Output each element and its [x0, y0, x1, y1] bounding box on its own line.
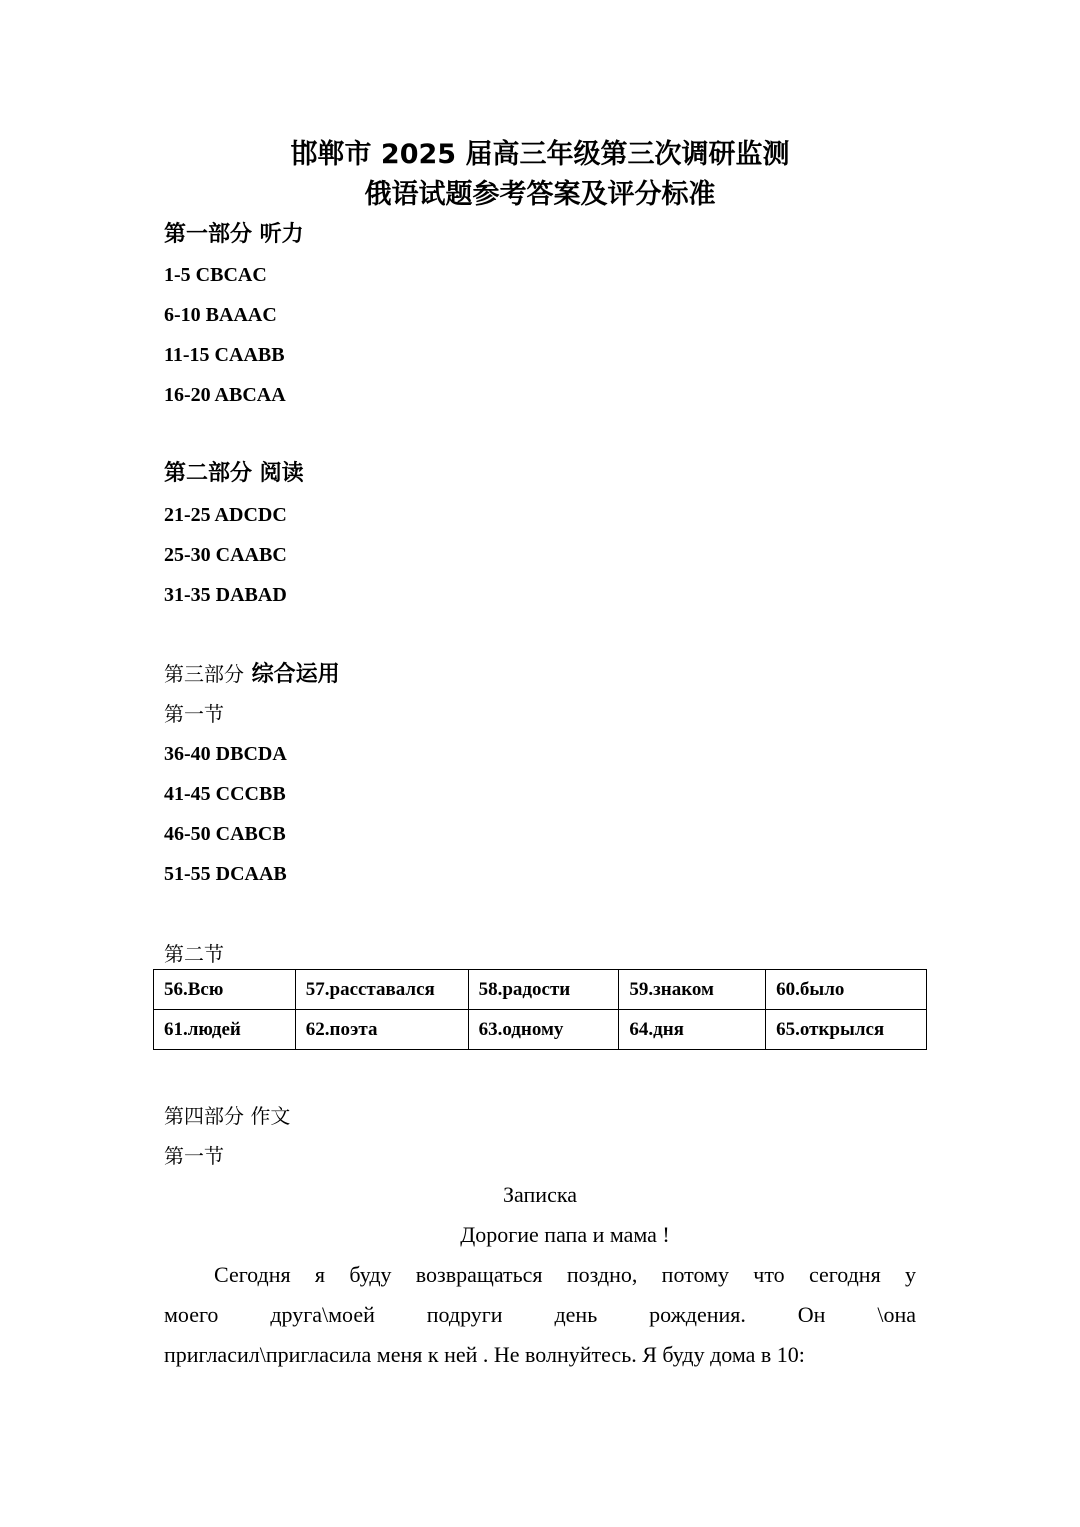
- table-cell: 61.людей: [154, 1010, 296, 1050]
- answer-line: 21-25 ADCDC: [164, 504, 287, 526]
- table-cell: 58.радости: [468, 970, 619, 1010]
- table-cell: 62.поэта: [295, 1010, 468, 1050]
- answer-line: 36-40 DBCDA: [164, 743, 287, 765]
- table-cell: 64.дня: [619, 1010, 766, 1050]
- table-row: [154, 1010, 927, 1050]
- table-cell: 65.открылся: [766, 1010, 927, 1050]
- table-cell: 57.расставался: [295, 970, 468, 1010]
- answer-line: 25-30 CAABC: [164, 544, 287, 566]
- fill-in-answer-table: [153, 969, 927, 1050]
- table-cell: 60.было: [766, 970, 927, 1010]
- part3-heading-prefix: 第三部分: [164, 662, 244, 686]
- answer-line: 46-50 CABCB: [164, 823, 286, 845]
- table-row: [154, 970, 927, 1010]
- essay-line: пригласил\пригласила меня к ней . Не волнуйтесь. Я буду дома в 10:: [164, 1342, 805, 1367]
- table-cell: 56.Всю: [154, 970, 296, 1010]
- document-title-line-1: 邯郸市 2025 届高三年级第三次调研监测: [290, 139, 790, 170]
- answer-line: 41-45 CCCBB: [164, 783, 286, 805]
- answer-line: 1-5 CBCAC: [164, 264, 267, 286]
- part1-heading: 第一部分 听力: [164, 222, 304, 247]
- answer-line: 51-55 DCAAB: [164, 863, 287, 885]
- table-cell: 59.знаком: [619, 970, 766, 1010]
- part4-heading: 第四部分 作文: [164, 1104, 291, 1128]
- table-cell: 63.одному: [468, 1010, 619, 1050]
- essay-greeting: Дорогие папа и мама !: [460, 1222, 670, 1247]
- part3-section2-label: 第二节: [164, 942, 224, 966]
- answer-line: 31-35 DABAD: [164, 584, 287, 606]
- answer-line: 16-20 ABCAA: [164, 384, 286, 406]
- part3-heading: [164, 659, 340, 690]
- answer-line: 6-10 BAAAC: [164, 304, 277, 326]
- essay-title: Записка: [503, 1182, 577, 1207]
- part4-section1-label: 第一节: [164, 1144, 224, 1168]
- essay-line: Сегодня я буду возвращаться поздно, потому что сегодня у: [214, 1262, 916, 1287]
- part3-heading-main: 综合运用: [251, 662, 340, 687]
- part2-heading: 第二部分 阅读: [164, 461, 304, 486]
- document-title-line-2: 俄语试题参考答案及评分标准: [364, 179, 716, 210]
- answer-line: 11-15 CAABB: [164, 344, 285, 366]
- part3-section1-label: 第一节: [164, 702, 224, 726]
- essay-paragraph: [164, 1255, 916, 1375]
- essay-line: моего друга\моей подруги день рождения. Он \она: [164, 1302, 916, 1327]
